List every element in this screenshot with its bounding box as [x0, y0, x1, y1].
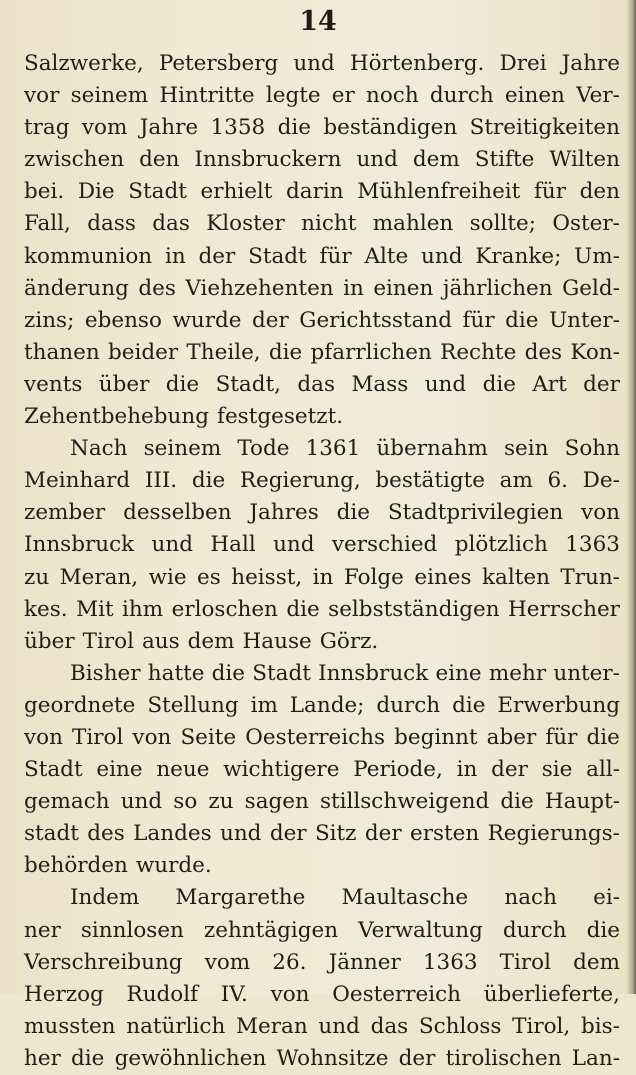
word: die [191, 468, 226, 494]
word: Theile, [186, 339, 261, 365]
word: 6. [547, 468, 569, 494]
word: durch [429, 83, 494, 109]
text-line [24, 1011, 620, 1043]
word: Rechte [440, 339, 517, 365]
word: ebenso [84, 307, 162, 333]
word: der [364, 821, 402, 847]
word: 26. [272, 949, 307, 975]
text-line [24, 658, 620, 690]
word: Bisher [70, 660, 141, 686]
word: es [197, 564, 221, 590]
word: selbstständigen [328, 596, 500, 622]
word: Erwerbung [497, 692, 620, 718]
text-line [24, 337, 620, 369]
word: die [71, 1045, 105, 1071]
word: Jahres [249, 500, 319, 526]
word: des [524, 339, 563, 365]
word: zwischen [24, 147, 125, 173]
word: Hörtenberg. [349, 51, 485, 76]
word: Regierungs- [487, 821, 620, 847]
word: sagen [244, 789, 309, 815]
word: die [165, 371, 200, 397]
word: wichtigere [223, 757, 340, 783]
word: die [505, 307, 539, 333]
text-line [24, 979, 620, 1011]
word: für [545, 724, 578, 750]
word: heisst, [231, 564, 303, 590]
word: seinem [143, 436, 222, 462]
word: änderung [24, 275, 129, 301]
word: Mit [76, 596, 114, 622]
word: Jahre [139, 115, 199, 141]
word: her [24, 1045, 61, 1071]
word: mehr [488, 660, 547, 686]
word: Meran, [59, 564, 139, 590]
text-line [24, 497, 620, 529]
word: hatte [147, 660, 205, 686]
word: der [398, 1045, 436, 1071]
word: zehntägigen [203, 917, 339, 943]
word: Trun- [560, 564, 620, 590]
word: dem [412, 147, 460, 173]
word: Geld- [562, 275, 620, 301]
word: so [173, 789, 198, 815]
word: dem [187, 628, 235, 654]
word: über [24, 628, 75, 654]
word: die [586, 917, 620, 943]
word: Viehzehenten [185, 275, 334, 301]
text-line [24, 369, 620, 401]
word: stadt [24, 821, 79, 847]
word: Mass [351, 371, 409, 397]
word: wurde [172, 307, 242, 333]
word: tirolischen [445, 1045, 562, 1071]
word: von [581, 500, 620, 526]
word: Hintritte [159, 83, 255, 109]
word: zins; [24, 307, 75, 333]
word: trag [24, 115, 70, 141]
word: der [491, 757, 528, 783]
word: 1361 [305, 436, 361, 462]
word: Wilten [549, 147, 620, 173]
word: behörden [24, 853, 128, 879]
word: seinem [70, 83, 149, 109]
word: im [250, 692, 278, 718]
text-line [24, 305, 620, 337]
word: wurde. [135, 853, 212, 879]
word: Stellung [147, 692, 239, 718]
word: die [286, 596, 320, 622]
word: Stadt [248, 243, 307, 269]
word: ner [24, 917, 61, 943]
word: Stadt [252, 660, 311, 686]
word: Hall [210, 532, 256, 558]
word: Oster- [552, 211, 620, 237]
word: Petersberg [158, 51, 279, 76]
word: Herrscher [508, 596, 620, 622]
word: gemach [24, 789, 110, 815]
text-line [24, 465, 620, 497]
word: die [482, 371, 516, 397]
word: durch [502, 917, 567, 943]
text-line [24, 947, 620, 979]
word: kommunion [24, 243, 153, 269]
word: Innsbruck [24, 532, 135, 558]
word: darin [286, 179, 344, 205]
word: Stadt, [215, 371, 281, 397]
word: das [370, 1013, 409, 1039]
word: neue [156, 757, 210, 783]
word: und [273, 532, 315, 558]
word: eines [414, 564, 472, 590]
word: Jahre [561, 51, 620, 76]
word: IV. [220, 981, 248, 1007]
word: für [462, 307, 495, 333]
word: vom [204, 949, 251, 975]
word: Stadt [24, 757, 83, 783]
word: bestätigte [375, 468, 485, 494]
word: Tirol, [512, 1013, 571, 1039]
text-line [24, 176, 620, 208]
word: Streitigkeiten [469, 115, 620, 141]
word: Regierung, [239, 468, 361, 494]
text-line [24, 144, 620, 176]
word: unter- [553, 660, 620, 686]
word: in [343, 275, 364, 301]
word: von [132, 724, 172, 750]
word: und [293, 51, 335, 76]
word: Oesterreich [332, 981, 462, 1007]
word: der [198, 243, 236, 269]
word: eine [435, 660, 482, 686]
word: Görz. [319, 628, 379, 654]
word: Meinhard [24, 468, 131, 494]
word: und [424, 371, 467, 397]
word: übernahm [376, 436, 488, 462]
text-line [24, 273, 620, 305]
word: stillschweigend [319, 789, 490, 815]
text-line [24, 882, 620, 914]
word: dass [87, 211, 136, 237]
word: einen [373, 275, 434, 301]
word: Stadt [128, 179, 187, 205]
word: in [456, 757, 478, 783]
word: nicht [301, 211, 357, 237]
word: eine [96, 757, 143, 783]
word: verschied [331, 532, 438, 558]
word: erhielt [200, 179, 273, 205]
word: erloschen [171, 596, 278, 622]
word: zu [24, 564, 50, 590]
word: beständigen [323, 115, 458, 141]
word: Indem [70, 885, 140, 911]
word: sinnlosen [80, 917, 184, 943]
word: Tirol [499, 949, 551, 975]
word: die [500, 789, 534, 815]
word: einen [504, 83, 565, 109]
word: zu [208, 789, 234, 815]
word: bei. [24, 179, 65, 205]
word: Die [77, 179, 115, 205]
text-line [24, 850, 620, 882]
word: Stadtprivilegien [387, 500, 564, 526]
text-line [24, 562, 620, 594]
text-line [24, 818, 620, 850]
word: und [318, 1013, 360, 1039]
word: noch [366, 83, 419, 109]
text-line [24, 754, 620, 786]
word: die [277, 115, 311, 141]
text-line [24, 112, 620, 144]
word: all- [586, 757, 620, 783]
word: durch [376, 692, 441, 718]
word: beginnt [394, 724, 478, 750]
word: Kloster [206, 211, 285, 237]
word: von [270, 981, 310, 1007]
word: der [251, 307, 289, 333]
text-line [24, 1043, 620, 1075]
word: vor [24, 83, 60, 109]
word: Oesterreichs [245, 724, 386, 750]
word: kalten [482, 564, 550, 590]
word: jährlichen [442, 275, 553, 301]
text-line [24, 433, 620, 465]
text-line [24, 690, 620, 722]
text-line [24, 241, 620, 273]
word: Fall, [24, 211, 71, 237]
word: das [297, 371, 336, 397]
word: die [452, 692, 486, 718]
word: wie [148, 564, 187, 590]
word: Schloss [418, 1013, 502, 1039]
word: Periode, [353, 757, 443, 783]
word: legte [265, 83, 321, 109]
word: plötzlich [454, 532, 548, 558]
text-line [24, 80, 620, 112]
word: Tode [237, 436, 290, 462]
word: Verschreibung [24, 949, 183, 975]
word: Margarethe [175, 885, 306, 911]
word: dem [573, 949, 620, 975]
word: und [151, 532, 194, 558]
word: vents [24, 371, 83, 397]
word: und [356, 147, 398, 173]
word: mahlen [372, 211, 454, 237]
word: Sohn [564, 436, 620, 462]
word: ersten [410, 821, 480, 847]
word: des [138, 275, 176, 301]
word: die [336, 500, 370, 526]
word: Maultasche [341, 885, 469, 911]
text-line [24, 722, 620, 754]
word: pfarrlichen [310, 339, 432, 365]
text-line [24, 208, 620, 240]
word: Folge [343, 564, 404, 590]
word: Landes [133, 821, 212, 847]
word: den [139, 147, 180, 173]
word: über [98, 371, 150, 397]
word: Rudolf [126, 981, 199, 1007]
text-line [24, 786, 620, 818]
word: aber [486, 724, 537, 750]
word: ihm [122, 596, 164, 622]
word: Tirol [72, 724, 124, 750]
word: der [269, 821, 307, 847]
word: nach [504, 885, 557, 911]
word: Art [532, 371, 567, 397]
word: Drei [499, 51, 547, 76]
text-line [24, 626, 620, 658]
word: sie [541, 757, 573, 783]
word: in [312, 564, 334, 590]
word: thanen [24, 339, 100, 365]
word: und [219, 821, 262, 847]
word: in [164, 243, 186, 269]
word: sein [504, 436, 549, 462]
word: zember [24, 500, 106, 526]
word: festgesetzt. [217, 404, 344, 430]
word: Um- [574, 243, 620, 269]
word: beider [108, 339, 179, 365]
word: Wohnsitze [276, 1045, 389, 1071]
word: überlieferte, [483, 981, 620, 1007]
word: Salzwerke, [24, 51, 144, 76]
word: Mühlenfreiheit [357, 179, 521, 205]
word: Zehentbehebung [24, 404, 209, 430]
text-line [24, 401, 620, 433]
word: Verwaltung [358, 917, 483, 943]
word: geordnete [24, 692, 136, 718]
word: De- [582, 468, 620, 494]
word: für [533, 179, 567, 205]
word: die [586, 724, 620, 750]
word: Haupt- [544, 789, 620, 815]
text-line [24, 915, 620, 947]
word: Sitz [314, 821, 357, 847]
word: Meran [236, 1013, 308, 1039]
word: Nach [70, 436, 128, 462]
word: gewöhnlichen [114, 1045, 267, 1071]
page-edge-shadow [626, 0, 636, 994]
word: aus [141, 628, 180, 654]
word: 1363 [565, 532, 620, 558]
text-line [24, 48, 620, 80]
word: und [421, 243, 463, 269]
word: bis- [580, 1013, 620, 1039]
text-line [24, 594, 620, 626]
word: 1358 [210, 115, 266, 141]
body-text [24, 48, 620, 1075]
word: desselben [123, 500, 232, 526]
word: Kranke; [475, 243, 562, 269]
word: mussten [24, 1013, 116, 1039]
word: Jänner [328, 949, 401, 975]
word: Ver- [576, 83, 620, 109]
word: die [268, 339, 303, 365]
word: Alte [364, 243, 409, 269]
word: natürlich [126, 1013, 226, 1039]
word: Innsbruck [318, 660, 429, 686]
word: für [319, 243, 352, 269]
page-number: 14 [299, 6, 337, 37]
word: von [24, 724, 63, 750]
word: er [331, 83, 355, 109]
word: Seite [180, 724, 237, 750]
word: und [120, 789, 163, 815]
word: Lan- [571, 1045, 620, 1071]
word: Stifte [474, 147, 535, 173]
word: sollte; [469, 211, 536, 237]
word: Lande; [289, 692, 365, 718]
word: Unter- [549, 307, 620, 333]
word: vom [81, 115, 128, 141]
word: die [211, 660, 246, 686]
word: Hause [242, 628, 312, 654]
word: den [579, 179, 620, 205]
word: Kon- [570, 339, 620, 365]
word: Innsbruckern [194, 147, 342, 173]
word: der [583, 371, 620, 397]
word: des [87, 821, 125, 847]
word: kes. [24, 596, 68, 622]
word: III. [144, 468, 178, 494]
word: Herzog [24, 981, 104, 1007]
word: Tirol [82, 628, 134, 654]
word: am [499, 468, 533, 494]
word: ei- [593, 885, 620, 911]
word: 1363 [422, 949, 478, 975]
text-line [24, 529, 620, 561]
word: Gerichtsstand [299, 307, 452, 333]
word: das [152, 211, 190, 237]
